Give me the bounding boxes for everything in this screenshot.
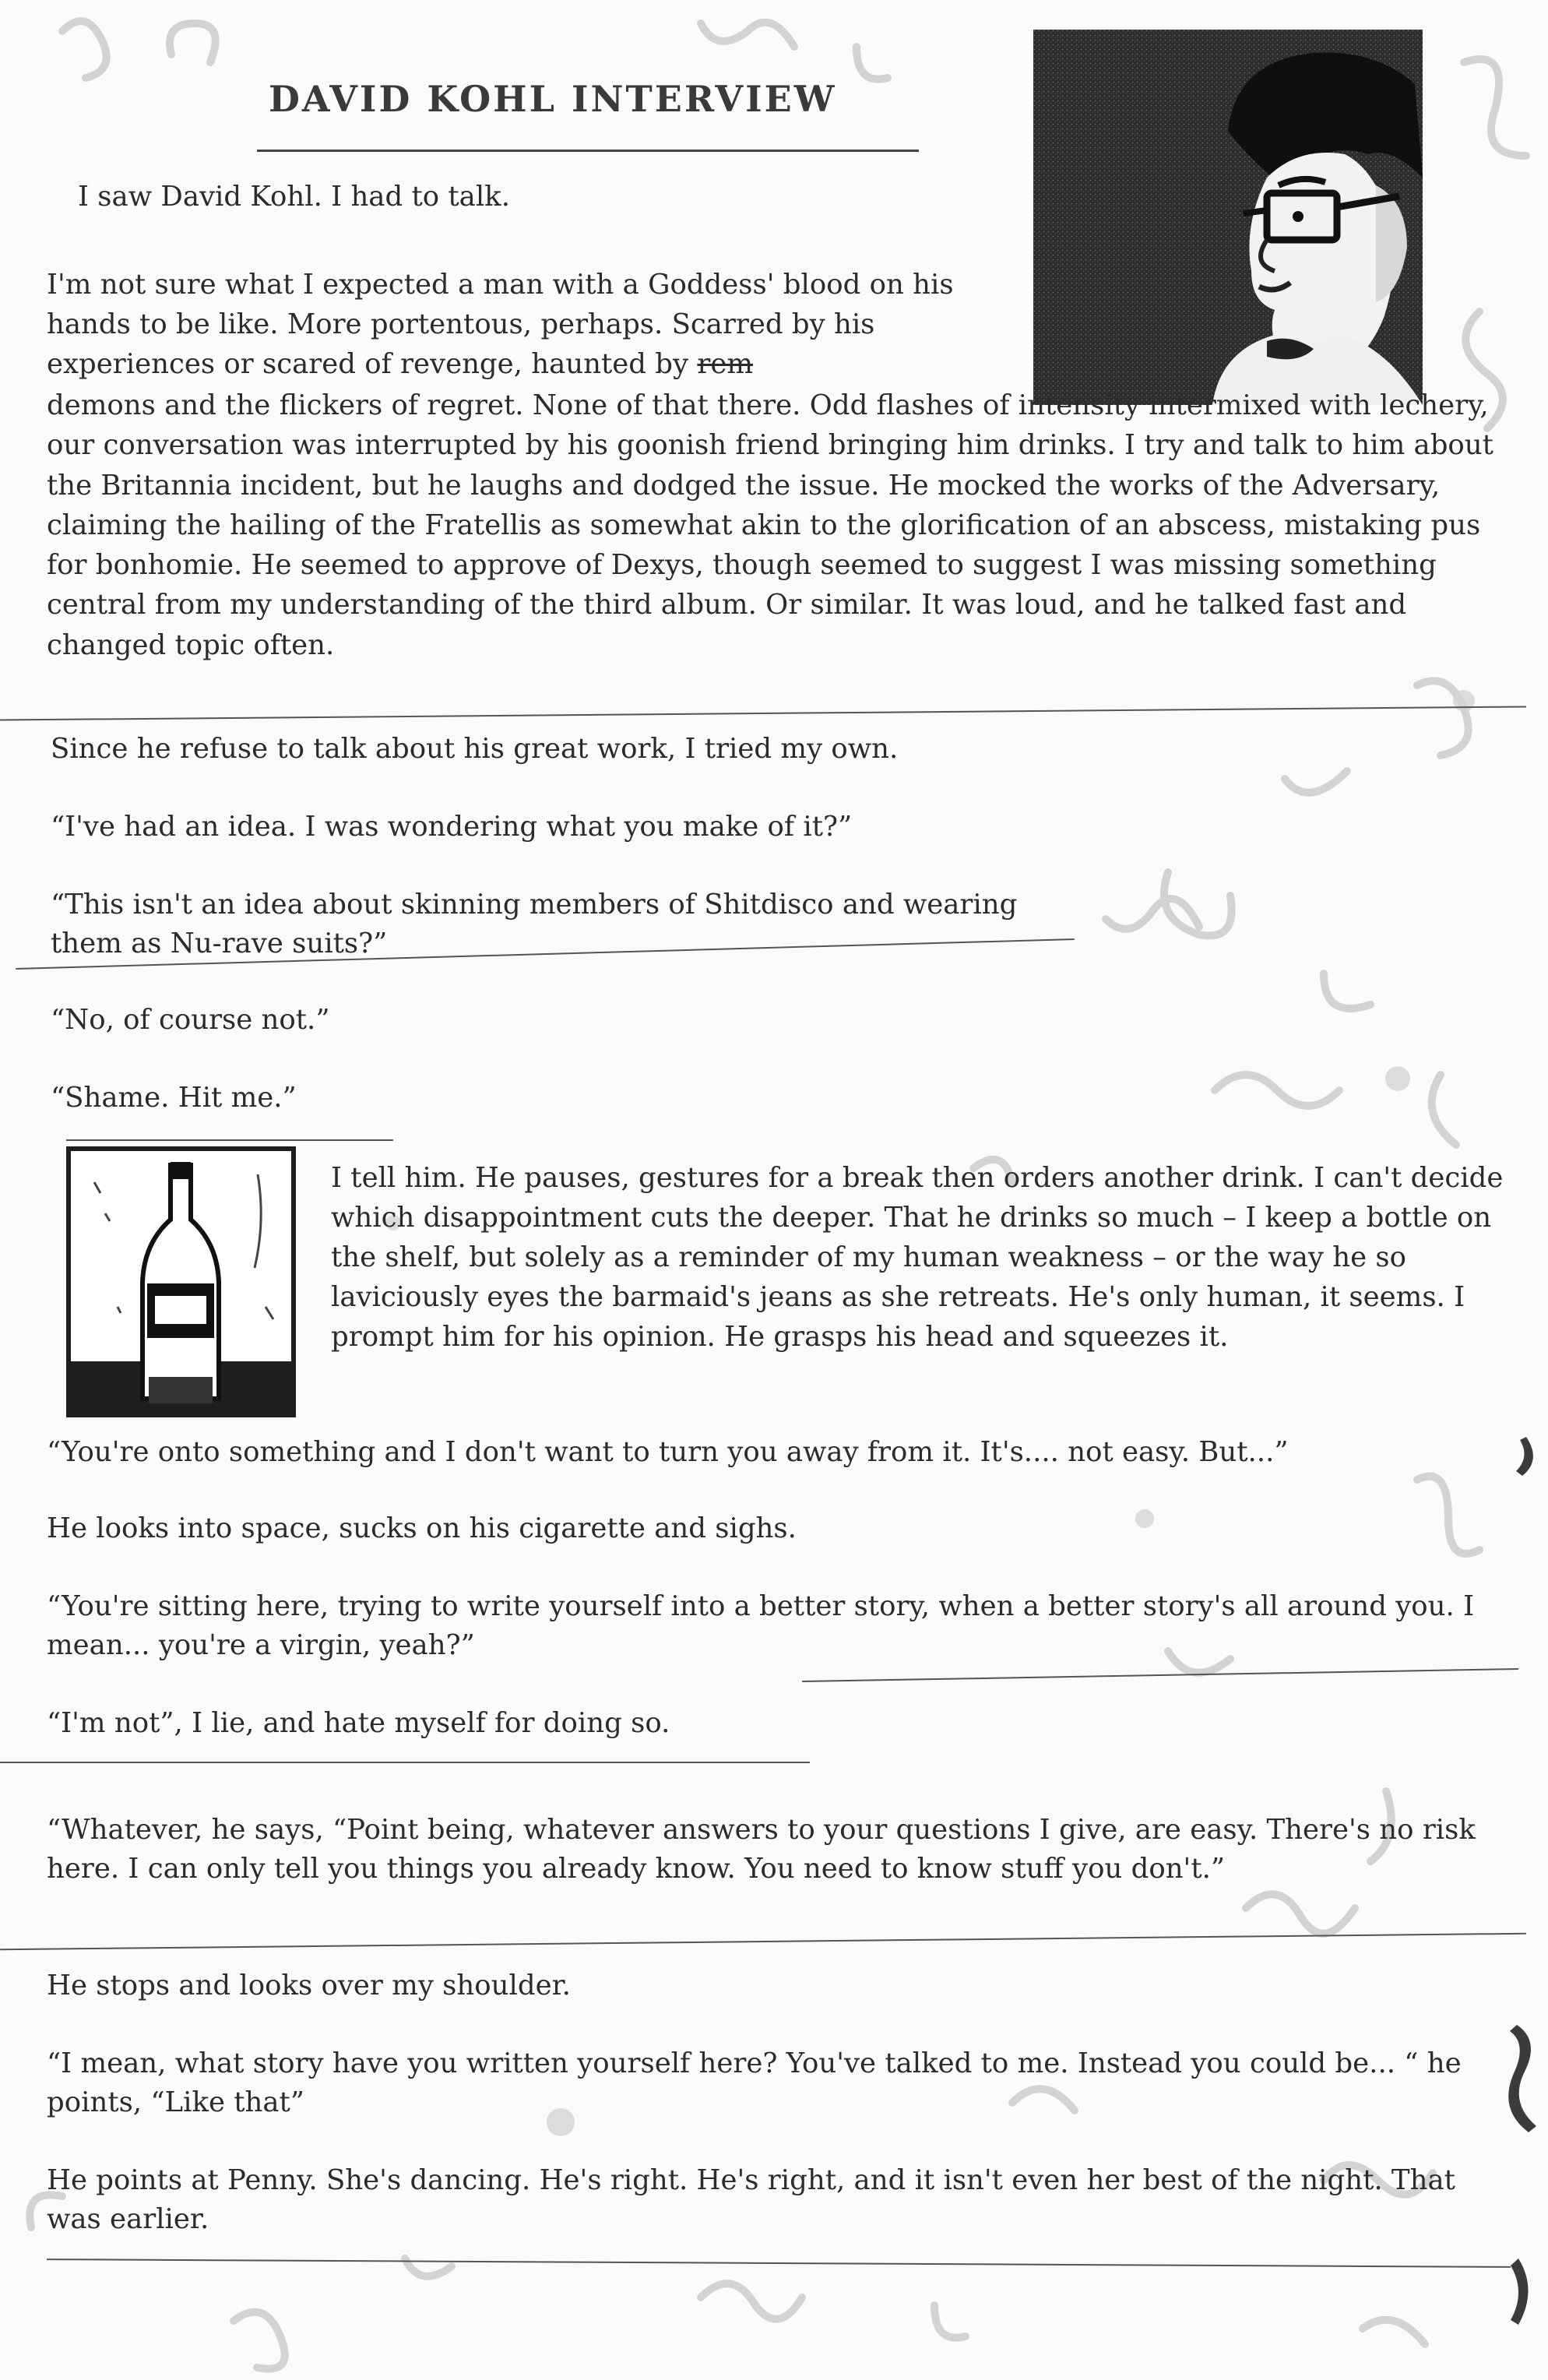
- section-divider-5: [0, 1762, 810, 1763]
- portrait-illustration: [1033, 30, 1423, 405]
- quote-onto-something: “You're onto something and I don't want to turn you away from it. It's.... not easy. But...”: [47, 1436, 1289, 1468]
- quote-no: “No, of course not.”: [51, 1004, 330, 1036]
- quote-shitdisco: “This isn't an idea about skinning members of Shitdisco and wearing them as Nu-rave suits?”: [51, 889, 1018, 959]
- bottle-illustration: [66, 1146, 296, 1417]
- struck-word: rem: [697, 348, 754, 380]
- paragraph-bottle: I tell him. He pauses, gestures for a break then orders another drink. I can't decide which disappointment cuts the deeper. That he drinks so much – I keep a bottle on the shelf, but solely as a reminder of my human weakness – or the way he so laviciously eyes the barmaid's jeans as she retreats. He's only human, it seems. I prompt him for his opinion. He grasps his head and squeezes it.: [331, 1162, 1504, 1353]
- quote-better-story: “You're sitting here, trying to write yourself into a better story, when a better story's all around you. I mean... you're a virgin, yeah?”: [47, 1590, 1475, 1661]
- paragraph-opening: I saw David Kohl. I had to talk.: [78, 181, 510, 213]
- section-divider-3: [66, 1139, 393, 1141]
- title-underline: [257, 150, 919, 152]
- quote-idea: “I've had an idea. I was wondering what you make of it?”: [51, 811, 853, 843]
- paragraph-shoulder: He stops and looks over my shoulder.: [47, 1970, 571, 2002]
- paragraph-conversation: demons and the flickers of regret. None of that there. Odd flashes of intensity intermixed with lechery, our conversation was interrupted by his goonish friend bringing him drinks. I try and talk to him about the Britannia incident, but he laughs and dodged the issue. He mocked the works of the Adversary, claiming the hailing of the Fratellis as somewhat akin to the glorification of an abscess, mistaking pus for bonhomie. He seemed to approve of Dexys, though seemed to suggest I was missing something central from my understanding of the third album. Or similar. It was loud, and he talked fast and changed topic often.: [47, 389, 1493, 661]
- paragraph-expectations: [47, 265, 1012, 384]
- paragraph-own-idea: Since he refuse to talk about his great work, I tried my own.: [51, 733, 899, 765]
- paragraph-expectations-text: I'm not sure what I expected a man with a Goddess' blood on his hands to be like. More portentous, perhaps. Scarred by his experiences or scared of revenge, haunted by: [47, 269, 954, 380]
- quote-im-not: “I'm not”, I lie, and hate myself for doing so.: [47, 1707, 670, 1739]
- page-title: DAVID KOHL INTERVIEW: [269, 78, 837, 120]
- paragraph-penny: He points at Penny. She's dancing. He's right. He's right, and it isn't even her best of the night. That was earlier.: [47, 2164, 1455, 2235]
- quote-what-story: “I mean, what story have you written yourself here? You've talked to me. Instead you could be... “ he points, “Like that”: [47, 2047, 1462, 2118]
- quote-whatever: “Whatever, he says, “Point being, whatever answers to your questions I give, are easy. There's no risk here. I can only tell you things you already know. You need to know stuff you don't.”: [47, 1814, 1476, 1885]
- quote-shame: “Shame. Hit me.”: [51, 1082, 297, 1114]
- paragraph-sighs: He looks into space, sucks on his cigarette and sighs.: [47, 1512, 797, 1544]
